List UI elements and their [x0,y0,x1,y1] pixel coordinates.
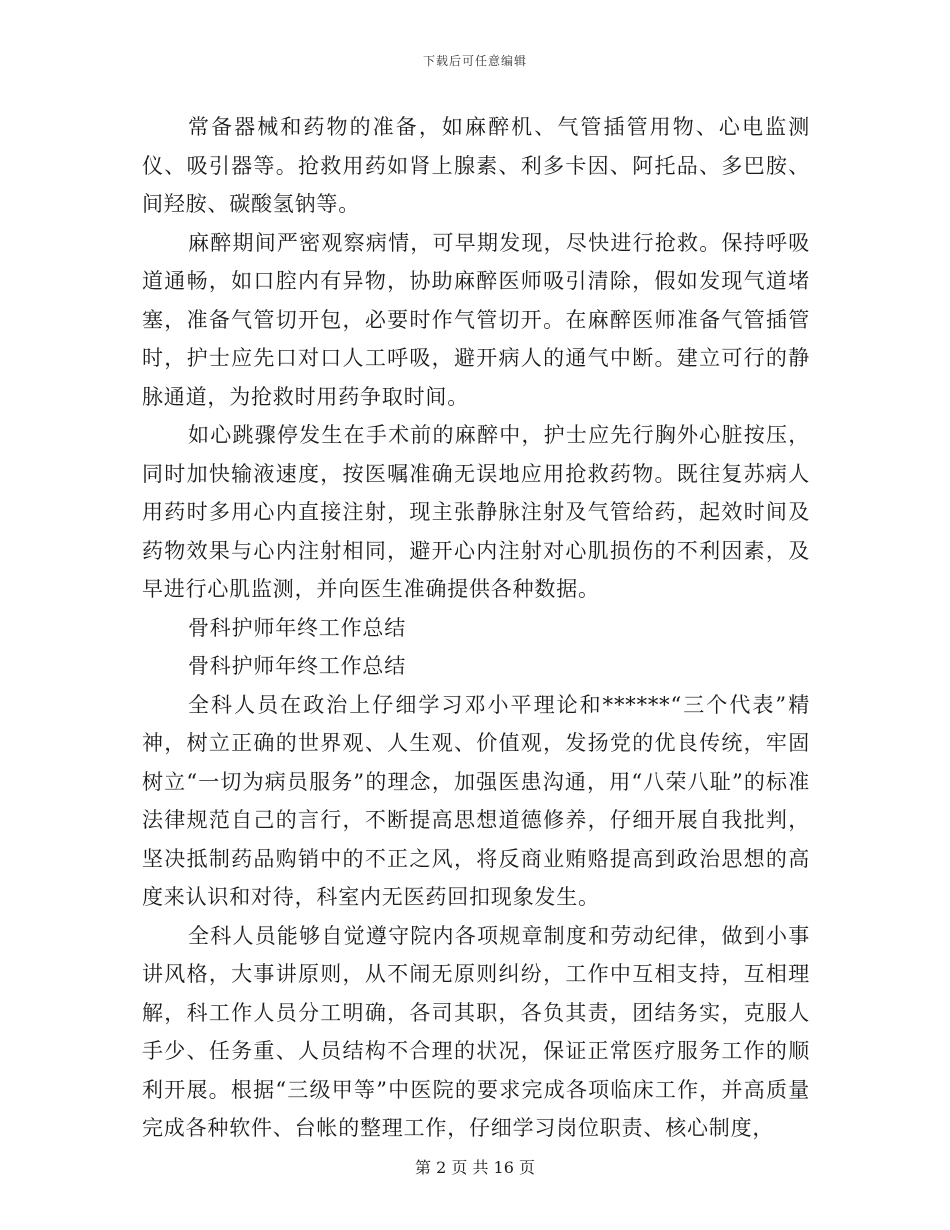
document-body [142,108,810,1148]
paragraph-political-study: 全科人员在政治上仔细学习邓小平理论和******“三个代表”精神，树立正确的世界观、人生观、价值观，发扬党的优良传统，牢固树立“一切为病员服务”的理念，加强医患沟通，用“八荣八耻”的标准法律规范自己的言行，不断提高思想道德修养，仔细开展自我批判，坚决抵制药品购销中的不正之风，将反商业贿赂提高到政治思想的高度来认识和对待，科室内无医药回扣现象发生。 [142,692,810,909]
paragraph-discipline: 全科人员能够自觉遵守院内各项规章制度和劳动纪律，做到小事讲风格，大事讲原则，从不闹无原则纠纷，工作中互相支持，互相理解，科工作人员分工明确，各司其职，各负其责，团结务实，克服人手少、任务重、人员结构不合理的状况，保证正常医疗服务工作的顺利开展。根据“三级甲等”中医院的要求完成各项临床工作，并高质量完成各种软件、台帐的整理工作，仔细学习岗位职责、核心制度， [142,923,810,1140]
paragraph-cardiac-arrest: 如心跳骤停发生在手术前的麻醉中，护士应先行胸外心脏按压，同时加快输液速度，按医嘱准确无误地应用抢救药物。既往复苏病人用药时多用心内直接注射，现主张静脉注射及气管给药，起效时间及药物效果与心内注射相同，避开心内注射对心肌损伤的不利因素，及早进行心肌监测，并向医生准确提供各种数据。 [142,423,810,601]
paragraph-equipment-preparation: 常备器械和药物的准备，如麻醉机、气管插管用物、心电监测仪、吸引器等。抢救用药如肾上腺素、利多卡因、阿托品、多巴胺、间羟胺、碳酸氢钠等。 [142,115,810,216]
page-number: 第 2 页 共 16 页 [415,1158,535,1177]
section-title: 骨科护师年终工作总结 [188,615,406,640]
section-title-repeat: 骨科护师年终工作总结 [188,654,406,678]
paragraph-anesthesia-observation: 麻醉期间严密观察病情，可早期发现，尽快进行抢救。保持呼吸道通畅，如口腔内有异物，协助麻醉医师吸引清除，假如发现气道堵塞，准备气管切开包，必要时作气管切开。在麻醉医师准备气管插管时，护士应先口对口人工呼吸，避开病人的通气中断。建立可行的静脉通道，为抢救时用药争取时间。 [142,230,810,409]
page-header-note: 下载后可任意编辑 [422,54,527,68]
